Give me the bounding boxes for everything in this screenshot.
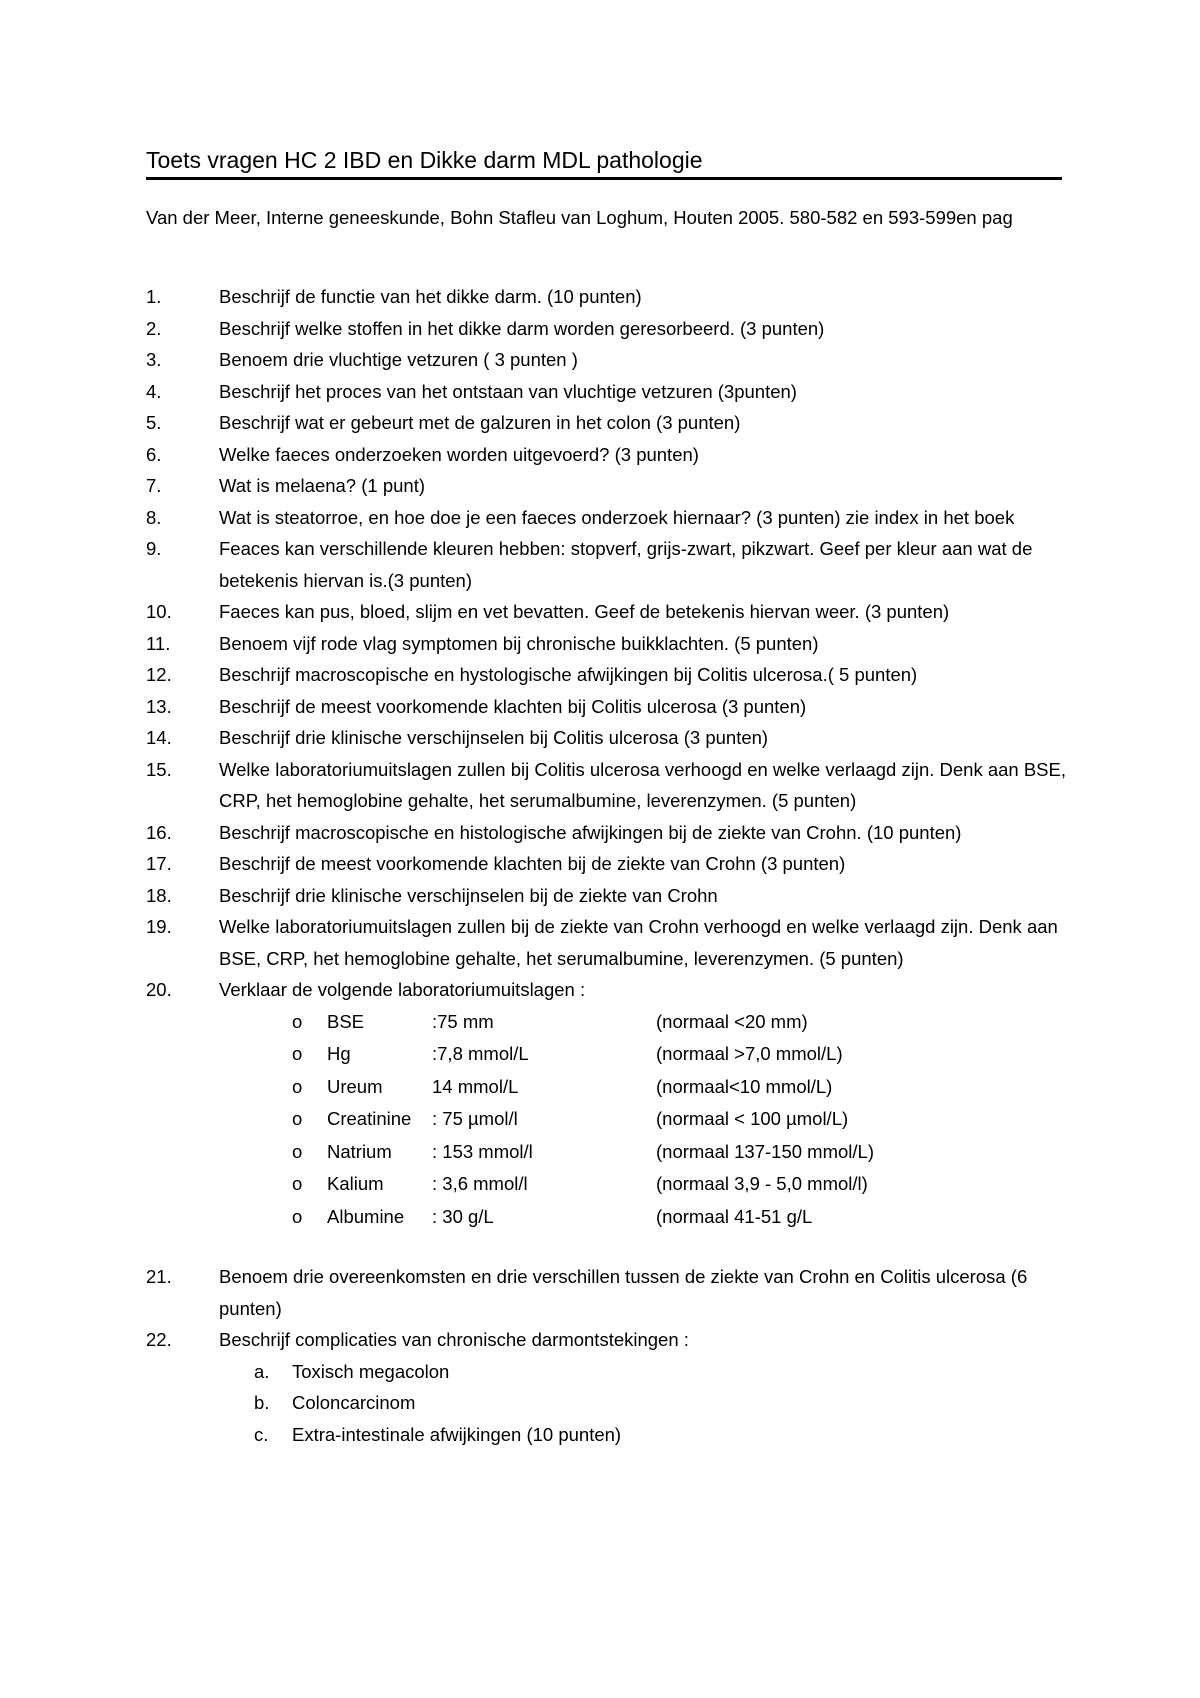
question-text: Beschrijf macroscopische en histologische afwijkingen bij de ziekte van Crohn. (10 punten) [219,821,962,843]
lab-result-row [146,1103,1076,1136]
question-text: Benoem vijf rode vlag symptomen bij chronische buikklachten. (5 punten) [219,632,819,654]
lab-result-row [146,1136,1076,1169]
question-number: 13. [146,695,172,717]
question-text: Benoem drie overeenkomsten en drie verschillen tussen de ziekte van Crohn en Colitis ulcerosa (6 punten) [219,1266,1028,1319]
question-text: Beschrijf complicaties van chronische darmontstekingen : [219,1329,689,1350]
complication-letter: b. [254,1392,270,1413]
question-number: 9. [146,538,162,559]
lab-name: Creatinine [327,1108,412,1129]
question-text: Beschrijf macroscopische en hystologische afwijkingen bij Colitis ulcerosa.( 5 punten) [219,664,918,685]
bullet-marker: o [292,1010,303,1032]
question-text: Beschrijf het proces van het ontstaan van vluchtige vetzuren (3punten) [219,380,797,402]
lab-normal-range: (normaal 41-51 g/L [656,1205,813,1227]
question-text: Beschrijf de meest voorkomende klachten bij Colitis ulcerosa (3 punten) [219,695,807,717]
lab-name: BSE [327,1010,365,1032]
question-item [146,281,1076,313]
question-item [146,1324,1076,1356]
complication-item [146,1387,1076,1419]
lab-value: 14 mmol/L [432,1075,519,1097]
question-text: Beschrijf de functie van het dikke darm. (10 punten) [219,286,642,307]
question-item [146,659,1076,691]
question-item [146,596,1076,628]
question-list [146,281,1076,1450]
question-number: 19. [146,916,172,937]
bullet-marker: o [292,1043,303,1064]
question-item [146,533,1076,596]
complication-letter: c. [254,1423,269,1445]
lab-result-row [146,1071,1076,1104]
question-item [146,817,1076,849]
bullet-marker: o [292,1108,303,1129]
question-item [146,1261,1076,1324]
question-item [146,754,1076,817]
question-item [146,470,1076,502]
question-item [146,722,1076,754]
question-number: 14. [146,727,172,748]
question-item [146,848,1076,880]
question-item [146,376,1076,408]
lab-value: : 3,6 mmol/l [432,1173,528,1194]
question-number: 11. [146,632,171,654]
question-number: 16. [146,821,172,843]
complication-text: Coloncarcinom [292,1392,416,1413]
lab-value: :7,8 mmol/L [432,1043,529,1064]
document-title: Toets vragen HC 2 IBD en Dikke darm MDL pathologie [146,145,1062,180]
question-item [146,628,1076,660]
question-text: Wat is melaena? (1 punt) [219,475,425,496]
question-item [146,911,1076,974]
bullet-marker: o [292,1140,303,1162]
question-item [146,880,1076,912]
complication-text: Toxisch megacolon [292,1360,450,1382]
bullet-marker: o [292,1205,303,1227]
lab-result-row [146,1201,1076,1234]
question-text: Beschrijf drie klinische verschijnselen bij Colitis ulcerosa (3 punten) [219,727,769,748]
question-number: 10. [146,601,172,622]
lab-value: : 153 mmol/l [432,1140,533,1162]
lab-normal-range: (normaal 3,9 - 5,0 mmol/l) [656,1173,868,1194]
complications-list [146,1356,1076,1451]
question-number: 12. [146,664,172,685]
question-number: 22. [146,1329,172,1350]
lab-value: : 75 µmol/l [432,1108,518,1129]
question-text: Beschrijf wat er gebeurt met de galzuren in het colon (3 punten) [219,412,741,433]
question-number: 6. [146,443,162,465]
question-text: Wat is steatorroe, en hoe doe je een faeces onderzoek hiernaar? (3 punten) zie index in het boek [219,506,1015,528]
bullet-marker: o [292,1075,303,1097]
lab-name: Natrium [327,1140,392,1162]
lab-name: Albumine [327,1205,405,1227]
question-text: Welke faeces onderzoeken worden uitgevoerd? (3 punten) [219,443,699,465]
bullet-marker: o [292,1173,303,1194]
question-number: 4. [146,380,162,402]
question-number: 21. [146,1266,172,1287]
question-number: 5. [146,412,162,433]
lab-normal-range: (normaal<10 mmol/L) [656,1075,833,1097]
complication-item [146,1356,1076,1388]
lab-results-list [146,1006,1076,1234]
question-text: Welke laboratoriumuitslagen zullen bij Colitis ulcerosa verhoogd en welke verlaagd zijn. Denk aan BSE, CRP, het hemoglobine gehalte, het serumalbumine, leverenzymen. (5 punten) [219,758,1066,811]
complication-item [146,1419,1076,1451]
lab-result-row [146,1006,1076,1039]
question-number: 7. [146,475,162,496]
lab-result-row [146,1168,1076,1201]
question-text: Feaces kan verschillende kleuren hebben: stopverf, grijs-zwart, pikzwart. Geef per kleur aan wat de betekenis hiervan is.(3 punten) [219,538,1033,591]
lab-normal-range: (normaal <20 mm) [656,1010,808,1032]
complication-text: Extra-intestinale afwijkingen (10 punten) [292,1423,622,1445]
question-item [146,344,1076,376]
question-text: Beschrijf welke stoffen in het dikke darm worden geresorbeerd. (3 punten) [219,317,825,339]
question-item [146,691,1076,723]
question-text: Faeces kan pus, bloed, slijm en vet bevatten. Geef de betekenis hiervan weer. (3 punten) [219,601,950,622]
lab-value: : 30 g/L [432,1205,494,1227]
question-text: Welke laboratoriumuitslagen zullen bij de ziekte van Crohn verhoogd en welke verlaagd zijn. Denk aan BSE, CRP, het hemoglobine gehalte, het serumalbumine, leverenzymen. (5 punten) [219,916,1058,969]
question-number: 17. [146,853,172,874]
question-item [146,313,1076,345]
lab-value: :75 mm [432,1010,494,1032]
lab-normal-range: (normaal < 100 µmol/L) [656,1108,849,1129]
lab-normal-range: (normaal >7,0 mmol/L) [656,1043,843,1064]
question-text: Beschrijf de meest voorkomende klachten bij de ziekte van Crohn (3 punten) [219,853,846,874]
question-text: Beschrijf drie klinische verschijnselen bij de ziekte van Crohn [219,884,718,906]
question-item [146,974,1076,1006]
question-number: 20. [146,979,172,1000]
question-item [146,439,1076,471]
lab-normal-range: (normaal 137-150 mmol/L) [656,1140,874,1162]
question-number: 1. [146,286,162,307]
lab-name: Kalium [327,1173,384,1194]
lab-result-row [146,1038,1076,1071]
question-number: 8. [146,506,162,528]
lab-name: Hg [327,1043,351,1064]
question-number: 3. [146,349,162,370]
complication-letter: a. [254,1360,270,1382]
question-number: 15. [146,758,172,780]
lab-name: Ureum [327,1075,383,1097]
question-number: 18. [146,884,172,906]
question-text: Benoem drie vluchtige vetzuren ( 3 punten ) [219,349,578,370]
question-item [146,502,1076,534]
question-text: Verklaar de volgende laboratoriumuitslagen : [219,979,586,1000]
question-item [146,407,1076,439]
question-number: 2. [146,317,162,339]
reference-text: Van der Meer, Interne geneeskunde, Bohn Stafleu van Loghum, Houten 2005. 580-582 en 593-599en pag [146,207,1013,228]
